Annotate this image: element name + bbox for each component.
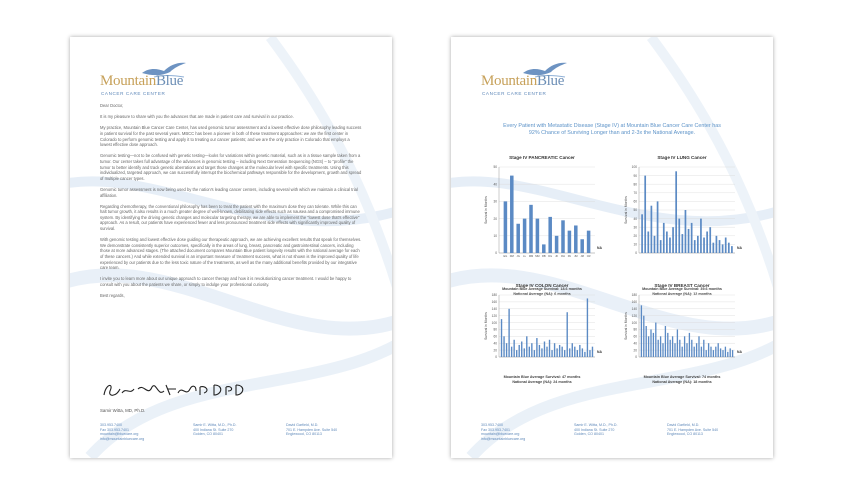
bar — [703, 238, 705, 253]
footer-contact — [100, 423, 144, 441]
chart-svg — [617, 155, 747, 265]
chart-title: Stage IV LUNG Cancer — [657, 155, 707, 160]
bar — [715, 347, 716, 357]
bar — [584, 352, 585, 357]
bar — [657, 201, 659, 253]
bar — [579, 345, 580, 357]
bar — [684, 336, 685, 357]
x-tick-label: JK — [555, 255, 559, 258]
bar — [521, 342, 522, 358]
footer-office-golden — [574, 423, 618, 437]
bar — [510, 176, 514, 253]
bar — [682, 234, 684, 253]
national-average-label: NA — [597, 350, 602, 354]
bar — [722, 350, 723, 357]
bar — [529, 205, 533, 253]
footer-office-englewood — [286, 423, 337, 437]
bar — [504, 201, 508, 253]
brand-logo — [481, 59, 601, 109]
y-tick-label: 0 — [635, 355, 637, 360]
bar — [511, 347, 512, 357]
x-tick-label: MM — [535, 255, 540, 258]
bar — [655, 323, 656, 357]
footer-office-golden — [193, 423, 237, 437]
bar — [709, 227, 711, 253]
bar — [694, 347, 695, 357]
chart-national-average: National Average (NA): 12 months — [652, 291, 712, 296]
chart-breast — [617, 283, 747, 393]
footer-contact — [481, 423, 525, 441]
footer-doctor-witta: Samir E. Witta, M.D., Ph.D. — [193, 423, 237, 427]
brand-tagline: CANCER CARE CENTER — [482, 91, 547, 96]
national-average-label: NA — [597, 246, 602, 250]
x-tick-label: JM — [580, 255, 584, 258]
bar — [523, 219, 527, 253]
bar — [529, 347, 530, 357]
brand-logo — [100, 59, 220, 109]
y-tick-label: 160 — [631, 300, 637, 305]
letter-closing: Best regards, — [100, 293, 125, 299]
footer-doctor-garfield: David Garfield, M.D. — [667, 423, 700, 427]
letter-paragraph-5: Regarding chemotherapy, the conventional philosophy has been to treat the patient with the maximum dose they can tolerate. While this can halt tumor growth, it also results in a much greater degree of well-known, debilitating side effects such as nausea and a compromised immune system. By identifying the driving genetic changes and molecular targeting therapy, we are able to implement the “lowest dose that's effective” approach. As a result, our patients have experienced fewer and less pronounced treatment side effects with significantly improved quality of survival. — [100, 203, 360, 232]
y-tick-label: 70 — [633, 191, 637, 195]
footer-address-golden: 400 Indiana St. Suite 270 — [574, 427, 615, 432]
brand-name — [481, 73, 564, 90]
bar — [641, 214, 643, 253]
y-tick-label: 60 — [493, 334, 497, 339]
bar — [677, 329, 678, 357]
y-tick-label: 20 — [493, 348, 497, 353]
bar — [644, 176, 646, 253]
bar — [506, 343, 507, 357]
national-average-label: NA — [737, 246, 742, 250]
bar — [641, 305, 642, 357]
footer-doctor-garfield: David Garfield, M.D. — [286, 423, 319, 427]
bar — [559, 345, 560, 357]
bar — [592, 347, 593, 357]
national-average-label: NA — [737, 350, 742, 354]
bar — [694, 240, 696, 253]
footer-fax: Fax 303.953.7401 — [100, 427, 129, 432]
bar — [542, 244, 546, 253]
bar — [646, 326, 647, 357]
bar — [686, 343, 687, 357]
bar — [650, 329, 651, 357]
bar — [688, 229, 690, 253]
y-tick-label: 0 — [495, 251, 497, 256]
bar — [706, 350, 707, 357]
brand-name-mountain: Mountain — [481, 73, 537, 89]
bar — [665, 326, 666, 357]
bar — [666, 232, 668, 254]
bar — [524, 348, 525, 357]
bar — [713, 350, 714, 357]
bar — [716, 236, 718, 253]
bar — [718, 343, 719, 357]
bar — [672, 227, 674, 253]
bar — [667, 333, 668, 357]
bar — [691, 223, 693, 253]
bar — [501, 319, 502, 357]
bar — [658, 340, 659, 357]
y-tick-label: 60 — [633, 199, 637, 204]
bar — [725, 347, 726, 357]
bar — [587, 231, 591, 253]
bar — [513, 340, 514, 357]
bar — [503, 336, 504, 357]
bar — [696, 343, 697, 357]
bar — [679, 340, 680, 357]
x-tick-label: JG — [516, 255, 520, 258]
bar — [706, 232, 708, 254]
chart-title: Stage IV PANCREATIC Cancer — [509, 155, 575, 160]
bar — [689, 333, 690, 357]
bar — [589, 350, 590, 357]
bar — [678, 219, 680, 253]
bar — [698, 336, 699, 357]
x-tick-label: DG — [548, 255, 553, 258]
bar — [712, 243, 714, 253]
chart-colon — [477, 283, 607, 393]
bar — [574, 225, 578, 253]
bar — [587, 298, 588, 357]
bar — [536, 219, 540, 253]
footer-office-englewood — [667, 423, 718, 437]
y-tick-label: 40 — [633, 341, 637, 346]
bar — [561, 220, 565, 253]
bar — [710, 347, 711, 357]
y-tick-label: 80 — [493, 327, 497, 332]
bar — [526, 336, 527, 357]
bar — [556, 348, 557, 357]
letter-paragraph-2: My practice, Mountain Blue Cancer Care Center, has used genomic tumor assessment and a lowest effective dose philosophy leading success in patient survival for the past several years. MBCC has been a pioneer in both of these treatment approaches: we are the first center in Colorado to perform genomic testing and apply it to treating our cancer patients; and we are the only practice in Colorado that employs a lowest effective dose approach. — [100, 125, 362, 148]
bar — [534, 350, 535, 357]
y-axis-label: Survival in Months — [624, 196, 628, 224]
bar — [670, 340, 671, 357]
chart-title: Stage IV COLON Cancer — [515, 283, 569, 288]
footer-city-golden: Golden, CO 80401 — [574, 432, 604, 437]
footer-fax: Fax 303.953.7401 — [481, 427, 510, 432]
bar — [732, 350, 733, 357]
bar — [516, 350, 517, 357]
footer-city-golden: Golden, CO 80401 — [193, 432, 223, 437]
x-tick-label: JM — [574, 255, 578, 258]
footer-address-englewood: 701 E. Hampden Ave. Suite 540 — [286, 427, 338, 432]
x-tick-label: RH — [561, 255, 565, 258]
chart-footer — [477, 375, 607, 384]
handwritten-signature — [100, 379, 250, 401]
bar — [708, 343, 709, 357]
letter-paragraph-3: Genomic testing—not to be confused with genetic testing—looks for variations within genetic material, such as in a tissue sample taken from a tumor. Our center takes full advantage of the advances in genomic testing – including Next Generation Sequencing (NGS) – to “profile” the tumor to better identify and track genetic aberrations and target those changes at the molecular level with specific treatments. Using this individualized, targeted approach, we can successfully interrupt the biochemical pathways responsible for the development, growth and spread of multiple cancer types. — [100, 153, 362, 181]
y-tick-label: 180 — [631, 293, 637, 298]
chart-average: Mountain Blue Average Survival: 18.6 months — [502, 287, 582, 291]
chart-title: Stage IV BREAST Cancer — [654, 283, 710, 288]
bar — [669, 238, 671, 253]
bar — [682, 347, 683, 357]
y-tick-label: 0 — [635, 251, 637, 256]
bar — [685, 210, 687, 253]
bar — [643, 316, 644, 357]
charts-headline — [481, 123, 743, 137]
y-tick-label: 0 — [495, 355, 497, 360]
bar — [703, 340, 704, 357]
y-tick-label: 120 — [491, 313, 497, 318]
brand-name — [100, 73, 183, 90]
letter-paragraph-6: With genomic testing and lowest effective dose guiding our therapeutic approach, we are achieving excellent results that speak for themselves. We demonstrate consistently superior outcomes, specifically in the areas of lung, breast, pancreatic and gastrointestinal cancers, including those at more advanced stages. (The attached document compares Mountain Blue patient longevity results with the national average for each of these cancers.) And while extended survival is an important measure of treatment success, what is not shown is the improved quality of life experienced by our patients due to the less toxic nature of the treatments, as well as the many additional benefits provided by our integrative care team. — [100, 237, 362, 271]
footer-email[interactable]: mountain@bluecare.org — [100, 432, 139, 437]
footer-website[interactable]: info@mountainbluecare.org — [481, 436, 526, 441]
chart-footer — [617, 375, 747, 384]
x-tick-label: RB — [541, 255, 546, 258]
charts-page — [451, 37, 773, 458]
bar — [648, 336, 649, 357]
brand-name-blue: Blue — [536, 73, 565, 89]
bar — [653, 333, 654, 357]
bar — [654, 236, 656, 253]
chart-average: Mountain Blue Average Survival: 74 months — [643, 375, 721, 379]
letter-paragraph-1: It is my pleasure to share with you the advances that are made in patient care and survival in our practice. — [100, 114, 294, 120]
letter-page — [70, 37, 392, 458]
bar — [569, 348, 570, 357]
brand-tagline: CANCER CARE CENTER — [101, 91, 166, 96]
bar — [516, 224, 520, 253]
y-tick-label: 100 — [491, 320, 497, 325]
headline-line-2: 92% Chance of Surviving Longer than and 2-3x the National Average. — [528, 130, 696, 136]
bar — [731, 246, 733, 253]
footer-email[interactable]: mountain@bluecare.org — [481, 432, 520, 437]
bar — [568, 231, 572, 253]
y-tick-label: 80 — [633, 182, 637, 187]
bar — [674, 343, 675, 357]
bar — [700, 219, 702, 253]
footer-address-golden: 400 Indiana St. Suite 270 — [193, 427, 234, 432]
chart-national-average: National Average (NA): 18 months — [652, 379, 712, 384]
y-tick-label: 30 — [633, 225, 637, 230]
bar — [536, 338, 537, 357]
y-tick-label: 50 — [633, 208, 637, 213]
letter-salutation: Dear Doctor, — [100, 103, 124, 108]
chart-svg — [477, 155, 607, 265]
bar — [719, 240, 721, 253]
bar — [580, 239, 584, 253]
headline-line-1: Every Patient with Metastatic Disease (Stage IV) at Mountain Blue Cancer Care Center has — [503, 123, 721, 129]
y-tick-label: 160 — [491, 300, 497, 305]
x-tick-label: DM — [509, 255, 514, 258]
chart-national-average: National Average (NA): 24 months — [512, 379, 572, 384]
y-axis-label: Survival in Months — [484, 312, 488, 340]
x-tick-label: PA — [567, 255, 572, 258]
footer-phone: 303.953.7400 — [100, 423, 122, 427]
y-tick-label: 40 — [493, 341, 497, 346]
bar — [582, 348, 583, 357]
footer-website[interactable]: info@mountainbluecare.org — [100, 436, 145, 441]
bar — [567, 312, 568, 357]
letter-body — [100, 103, 362, 304]
bar — [508, 309, 509, 357]
bar — [660, 336, 661, 357]
bar — [555, 236, 559, 253]
bar — [662, 343, 663, 357]
footer-city-englewood: Englewood, CO 80113 — [667, 432, 703, 437]
x-tick-label: CR — [586, 255, 591, 258]
y-tick-label: 100 — [631, 165, 637, 170]
y-tick-label: 50 — [493, 165, 497, 170]
y-tick-label: 180 — [491, 293, 497, 298]
bar — [725, 238, 727, 253]
footer-doctor-witta: Samir E. Witta, M.D., Ph.D. — [574, 423, 618, 427]
bar — [541, 348, 542, 357]
bar — [697, 236, 699, 253]
chart-national-average: National Average (NA): 6 months — [513, 291, 571, 296]
chart-average: Mountain Blue Average Survival: 39.6 months — [642, 287, 722, 291]
y-tick-label: 20 — [493, 216, 497, 221]
x-tick-label: MM — [528, 255, 534, 258]
bar — [720, 348, 721, 357]
y-tick-label: 120 — [631, 313, 637, 318]
bar — [660, 240, 662, 253]
bar — [549, 340, 550, 357]
y-tick-label: 100 — [631, 320, 637, 325]
bar — [728, 243, 730, 253]
brand-name-mountain: Mountain — [100, 73, 156, 89]
y-axis-label: Survival in Months — [484, 196, 488, 224]
footer-phone: 303.953.7400 — [481, 423, 503, 427]
bar — [551, 350, 552, 357]
signature-name: Samir Witta, MD, Ph.D. — [100, 408, 146, 413]
footer-address-englewood: 701 E. Hampden Ave. Suite 540 — [667, 427, 719, 432]
y-tick-label: 80 — [633, 327, 637, 332]
y-tick-label: 60 — [633, 334, 637, 339]
bar — [544, 342, 545, 358]
footer-city-englewood: Englewood, CO 80113 — [286, 432, 322, 437]
bar — [519, 345, 520, 357]
y-tick-label: 10 — [493, 234, 497, 238]
bar — [672, 336, 673, 357]
bar — [546, 347, 547, 357]
y-axis-label: Survival in Months — [624, 312, 628, 340]
bar — [554, 343, 555, 357]
letter-paragraph-4: Genomic tumor assessment is now being used by the nation's leading cancer centers, including several with which we maintain a clinical trial affiliation. — [100, 186, 358, 198]
bar — [691, 340, 692, 357]
bar — [701, 347, 702, 357]
bar — [722, 244, 724, 253]
letter-paragraph-7: I invite you to learn more about our unique approach to cancer therapy and how it is revolutionizing cancer treatment. I would be happy to consult with you about the patients we share, or simply to indulge your professional curiosity. — [100, 276, 352, 287]
y-tick-label: 20 — [633, 348, 637, 353]
bar — [727, 352, 728, 357]
bar — [561, 347, 562, 357]
bar — [651, 206, 653, 253]
bar — [577, 350, 578, 357]
bar — [663, 223, 665, 253]
y-tick-label: 10 — [633, 242, 637, 247]
bar — [531, 343, 532, 357]
x-tick-label: LL — [523, 255, 527, 258]
x-tick-label: EG — [503, 255, 508, 258]
bar — [564, 350, 565, 357]
y-tick-label: 140 — [631, 306, 637, 311]
y-tick-label: 40 — [633, 216, 637, 221]
y-tick-label: 40 — [493, 182, 497, 187]
y-tick-label: 30 — [493, 199, 497, 204]
bar — [572, 343, 573, 357]
bar — [548, 217, 552, 253]
brand-name-blue: Blue — [155, 73, 184, 89]
bar — [574, 347, 575, 357]
y-tick-label: 90 — [633, 173, 637, 178]
bar — [730, 348, 731, 357]
y-tick-label: 140 — [491, 306, 497, 311]
bar — [647, 232, 649, 254]
bar — [539, 345, 540, 357]
chart-average: Mountain Blue Average Survival: 47 months — [503, 375, 581, 379]
y-tick-label: 20 — [633, 234, 637, 238]
bar — [675, 171, 677, 253]
